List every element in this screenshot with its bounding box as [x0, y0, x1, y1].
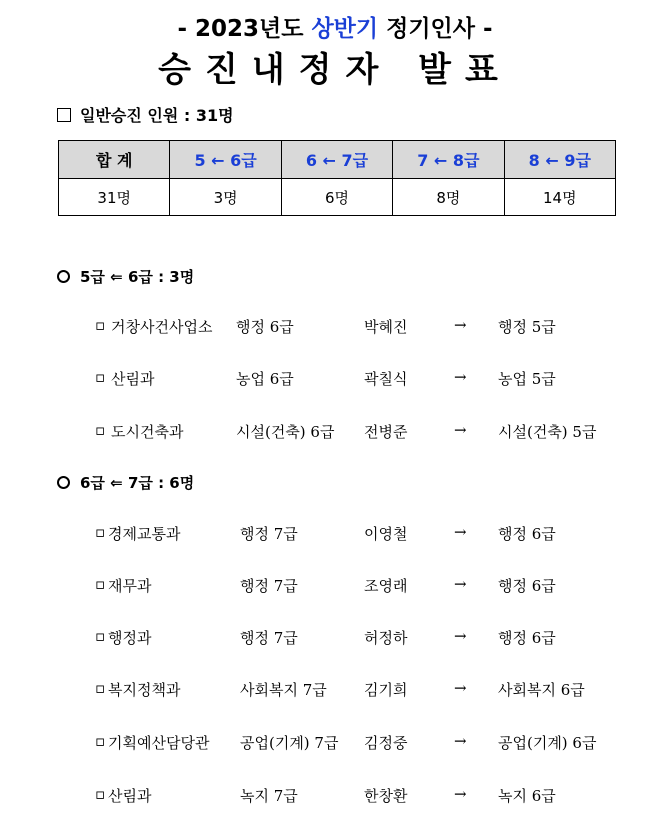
from-grade: 사회복지 7급 [240, 681, 327, 699]
bullet-dot-icon: ▫ [95, 679, 106, 697]
dept: 산림과 [108, 787, 152, 805]
dept: 기획예산담당관 [108, 734, 210, 752]
to-grade: 행정 5급 [498, 318, 556, 336]
summary-value-row [59, 179, 616, 216]
section-heading-text: 6급 ⇐ 7급 : 6명 [80, 474, 195, 492]
summary-value-grade6: 6명 [281, 179, 392, 216]
to-grade: 행정 6급 [498, 577, 556, 595]
from-grade: 행정 7급 [240, 629, 298, 647]
person-name: 허정하 [364, 629, 408, 647]
arrow-icon: → [454, 523, 467, 541]
subtitle-text: 일반승진 인원 : 31명 [80, 106, 234, 125]
list-item [0, 732, 670, 754]
person-name: 전병준 [364, 423, 408, 441]
subtitle [57, 103, 234, 126]
to-grade: 농업 5급 [498, 370, 556, 388]
summary-header-grade7: 7 ← 8급 [393, 141, 504, 179]
circle-bullet-icon [57, 476, 70, 489]
list-item [0, 679, 670, 701]
summary-table [58, 140, 616, 216]
page-title: 승진내정자 발표 [158, 50, 512, 90]
from-grade: 행정 7급 [240, 525, 298, 543]
dept: 도시건축과 [111, 423, 184, 441]
dept: 재무과 [108, 577, 152, 595]
header-suffix: 정기인사 - [378, 16, 493, 42]
arrow-icon: → [454, 368, 467, 386]
dept: 거창사건사업소 [111, 318, 213, 336]
summary-header-grade6: 6 ← 7급 [281, 141, 392, 179]
list-item [0, 575, 670, 597]
from-grade: 행정 7급 [240, 577, 298, 595]
summary-value-grade7: 8명 [393, 179, 504, 216]
arrow-icon: → [454, 316, 467, 334]
person-name: 이영철 [364, 525, 408, 543]
to-grade: 행정 6급 [498, 525, 556, 543]
list-item [0, 627, 670, 649]
summary-value-grade5: 3명 [170, 179, 281, 216]
from-grade: 농업 6급 [236, 370, 294, 388]
from-grade: 공업(기계) 7급 [240, 734, 339, 752]
bullet-dot-icon: ▫ [95, 785, 106, 803]
summary-header-grade5: 5 ← 6급 [170, 141, 281, 179]
section-heading [57, 266, 194, 287]
list-item [0, 523, 670, 545]
person-name: 한창환 [364, 787, 408, 805]
summary-value-grade8: 14명 [504, 179, 615, 216]
to-grade: 시설(건축) 5급 [498, 423, 597, 441]
bullet-dot-icon: ▫ [95, 732, 106, 750]
checkbox-square-icon [57, 108, 71, 122]
bullet-dot-icon: ▫ [95, 316, 106, 334]
summary-value-total: 31명 [59, 179, 170, 216]
to-grade: 사회복지 6급 [498, 681, 585, 699]
from-grade: 시설(건축) 6급 [236, 423, 335, 441]
person-name: 곽칠식 [364, 370, 408, 388]
from-grade: 행정 6급 [236, 318, 294, 336]
arrow-icon: → [454, 679, 467, 697]
summary-header-grade8: 8 ← 9급 [504, 141, 615, 179]
header-prefix: - 2023년도 [177, 16, 312, 42]
arrow-icon: → [454, 785, 467, 803]
dept: 복지정책과 [108, 681, 181, 699]
list-item [0, 368, 670, 390]
header-highlight: 상반기 [311, 16, 379, 42]
section-heading-text: 5급 ⇐ 6급 : 3명 [80, 268, 195, 286]
arrow-icon: → [454, 421, 467, 439]
bullet-dot-icon: ▫ [95, 368, 106, 386]
to-grade: 행정 6급 [498, 629, 556, 647]
summary-header-row [59, 141, 616, 179]
arrow-icon: → [454, 575, 467, 593]
header-line [0, 10, 670, 43]
list-item [0, 316, 670, 338]
list-item [0, 421, 670, 443]
summary-header-total: 합 계 [59, 141, 170, 179]
dept: 행정과 [108, 629, 152, 647]
to-grade: 공업(기계) 6급 [498, 734, 597, 752]
bullet-dot-icon: ▫ [95, 523, 106, 541]
bullet-dot-icon: ▫ [95, 627, 106, 645]
person-name: 박혜진 [364, 318, 408, 336]
arrow-icon: → [454, 732, 467, 750]
bullet-dot-icon: ▫ [95, 421, 106, 439]
section-heading [57, 472, 194, 493]
person-name: 김정중 [364, 734, 408, 752]
from-grade: 녹지 7급 [240, 787, 298, 805]
list-item [0, 785, 670, 807]
bullet-dot-icon: ▫ [95, 575, 106, 593]
person-name: 김기희 [364, 681, 408, 699]
dept: 경제교통과 [108, 525, 181, 543]
dept: 산림과 [111, 370, 155, 388]
arrow-icon: → [454, 627, 467, 645]
to-grade: 녹지 6급 [498, 787, 556, 805]
person-name: 조영래 [364, 577, 408, 595]
circle-bullet-icon [57, 270, 70, 283]
